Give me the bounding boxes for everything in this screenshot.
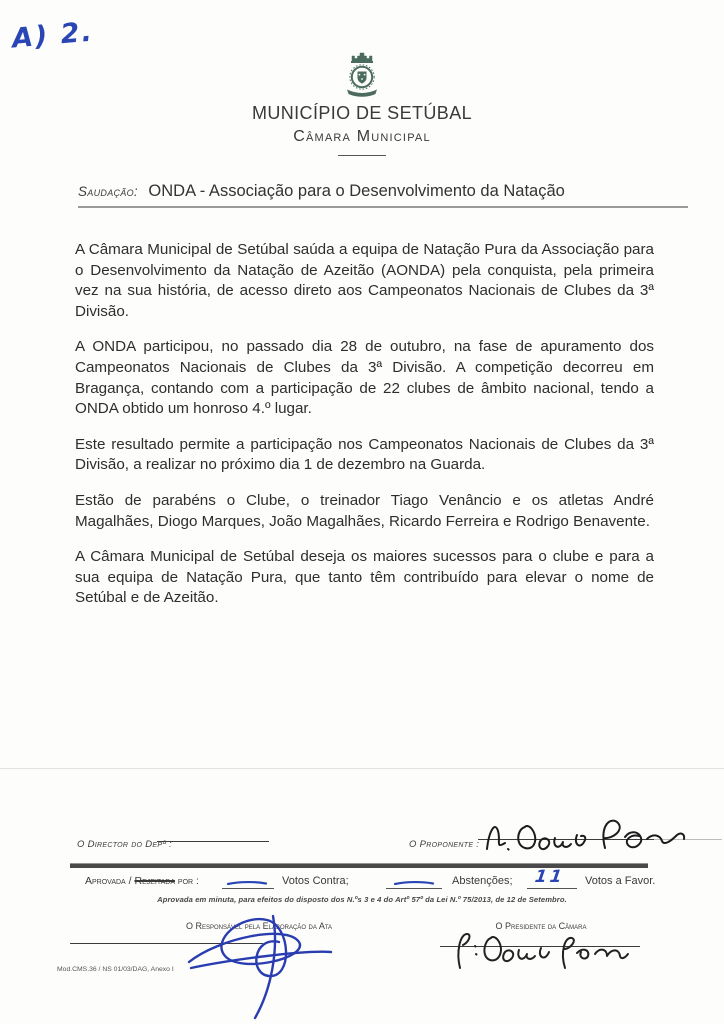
votes-favor-value: 11 <box>533 867 567 887</box>
director-signature-line <box>157 841 269 842</box>
scan-separator-line <box>0 768 724 769</box>
president-signature <box>447 926 629 970</box>
by-word: por : <box>177 875 199 887</box>
recorder-label: O Responsável pela Elaboração da Ata <box>185 921 333 931</box>
votes-against-label: Votos Contra; <box>282 875 349 887</box>
subject-title: ONDA - Associação para o Desenvolvimento da Natação <box>148 182 565 200</box>
subject-label: Saudação: <box>78 184 138 199</box>
header-divider <box>338 155 386 156</box>
votes-against-ink-dash-icon <box>226 880 268 887</box>
abstentions-label: Abstenções; <box>452 875 513 887</box>
subject-line <box>78 182 688 208</box>
proponente-label: O Proponente : <box>409 839 480 850</box>
handwritten-archive-mark: A) 2. <box>10 16 95 55</box>
president-label: O Presidente da Câmara <box>495 921 587 931</box>
body-text <box>75 240 654 624</box>
paragraph: A Câmara Municipal de Setúbal deseja os maiores sucessos para o clube e para a sua equipa de Natação Pura, que tanto têm contribuído para elevar o nome de Setúbal e de Azeitão. <box>75 548 654 607</box>
abstentions-line <box>386 888 442 889</box>
approval-status <box>85 875 199 887</box>
municipality-name: MUNICÍPIO DE SETÚBAL <box>251 103 473 123</box>
votes-against-line <box>222 888 274 889</box>
paragraph: A ONDA participou, no passado dia 28 de outubro, na fase de apuramento dos Campeonatos Nacionais de Clubes da 3ª Divisão. A competição decorreu em Bragança, contando com a participação de 22 clubes de âmbito nacional, tendo a ONDA obtido um honroso 4.º lugar. <box>75 338 654 418</box>
document-header <box>0 48 724 156</box>
paragraph: Estão de parabéns o Clube, o treinador Tiago Venâncio e os atletas André Magalhães, Diogo Marques, João Magalhães, Ricardo Ferreira e Rodrigo Benavente. <box>75 491 654 530</box>
minuta-note: Aprovada em minuta, para efeitos do disposto dos N.ºs 3 e 4 do Artº 57º da Lei N.º 75/2013, de 12 de Setembro. <box>157 895 567 904</box>
rejected-word: Rejeitada <box>134 875 175 887</box>
votes-favor-label: Votos a Favor. <box>585 875 656 887</box>
paragraph: A Câmara Municipal de Setúbal saúda a equipa de Natação Pura da Associação para o Desenvolvimento da Natação de Azeitão (AONDA) pela conquista, pela primeira vez na sua história, de acesso direto aos Campeonatos Nacionais de Clubes da 3ª Divisão. <box>75 241 654 320</box>
municipal-crest-icon <box>342 48 382 98</box>
abstentions-ink-dash-icon <box>393 880 435 887</box>
votes-favor-line <box>527 888 577 889</box>
approved-word: Aprovada / <box>85 875 132 887</box>
director-label: O Director do Depº : <box>77 839 172 850</box>
paragraph: Este resultado permite a participação nos Campeonatos Nacionais de Clubes da 3ª Divisão, a realizar no próximo dia 1 de dezembro na Guarda. <box>75 435 654 474</box>
council-name: Câmara Municipal <box>293 128 431 145</box>
recorder-signature <box>183 898 335 1020</box>
form-reference: Mod.CMS.36 / NS 01/03/DAG, Anexo I <box>57 966 174 973</box>
proponente-signature <box>481 813 689 859</box>
